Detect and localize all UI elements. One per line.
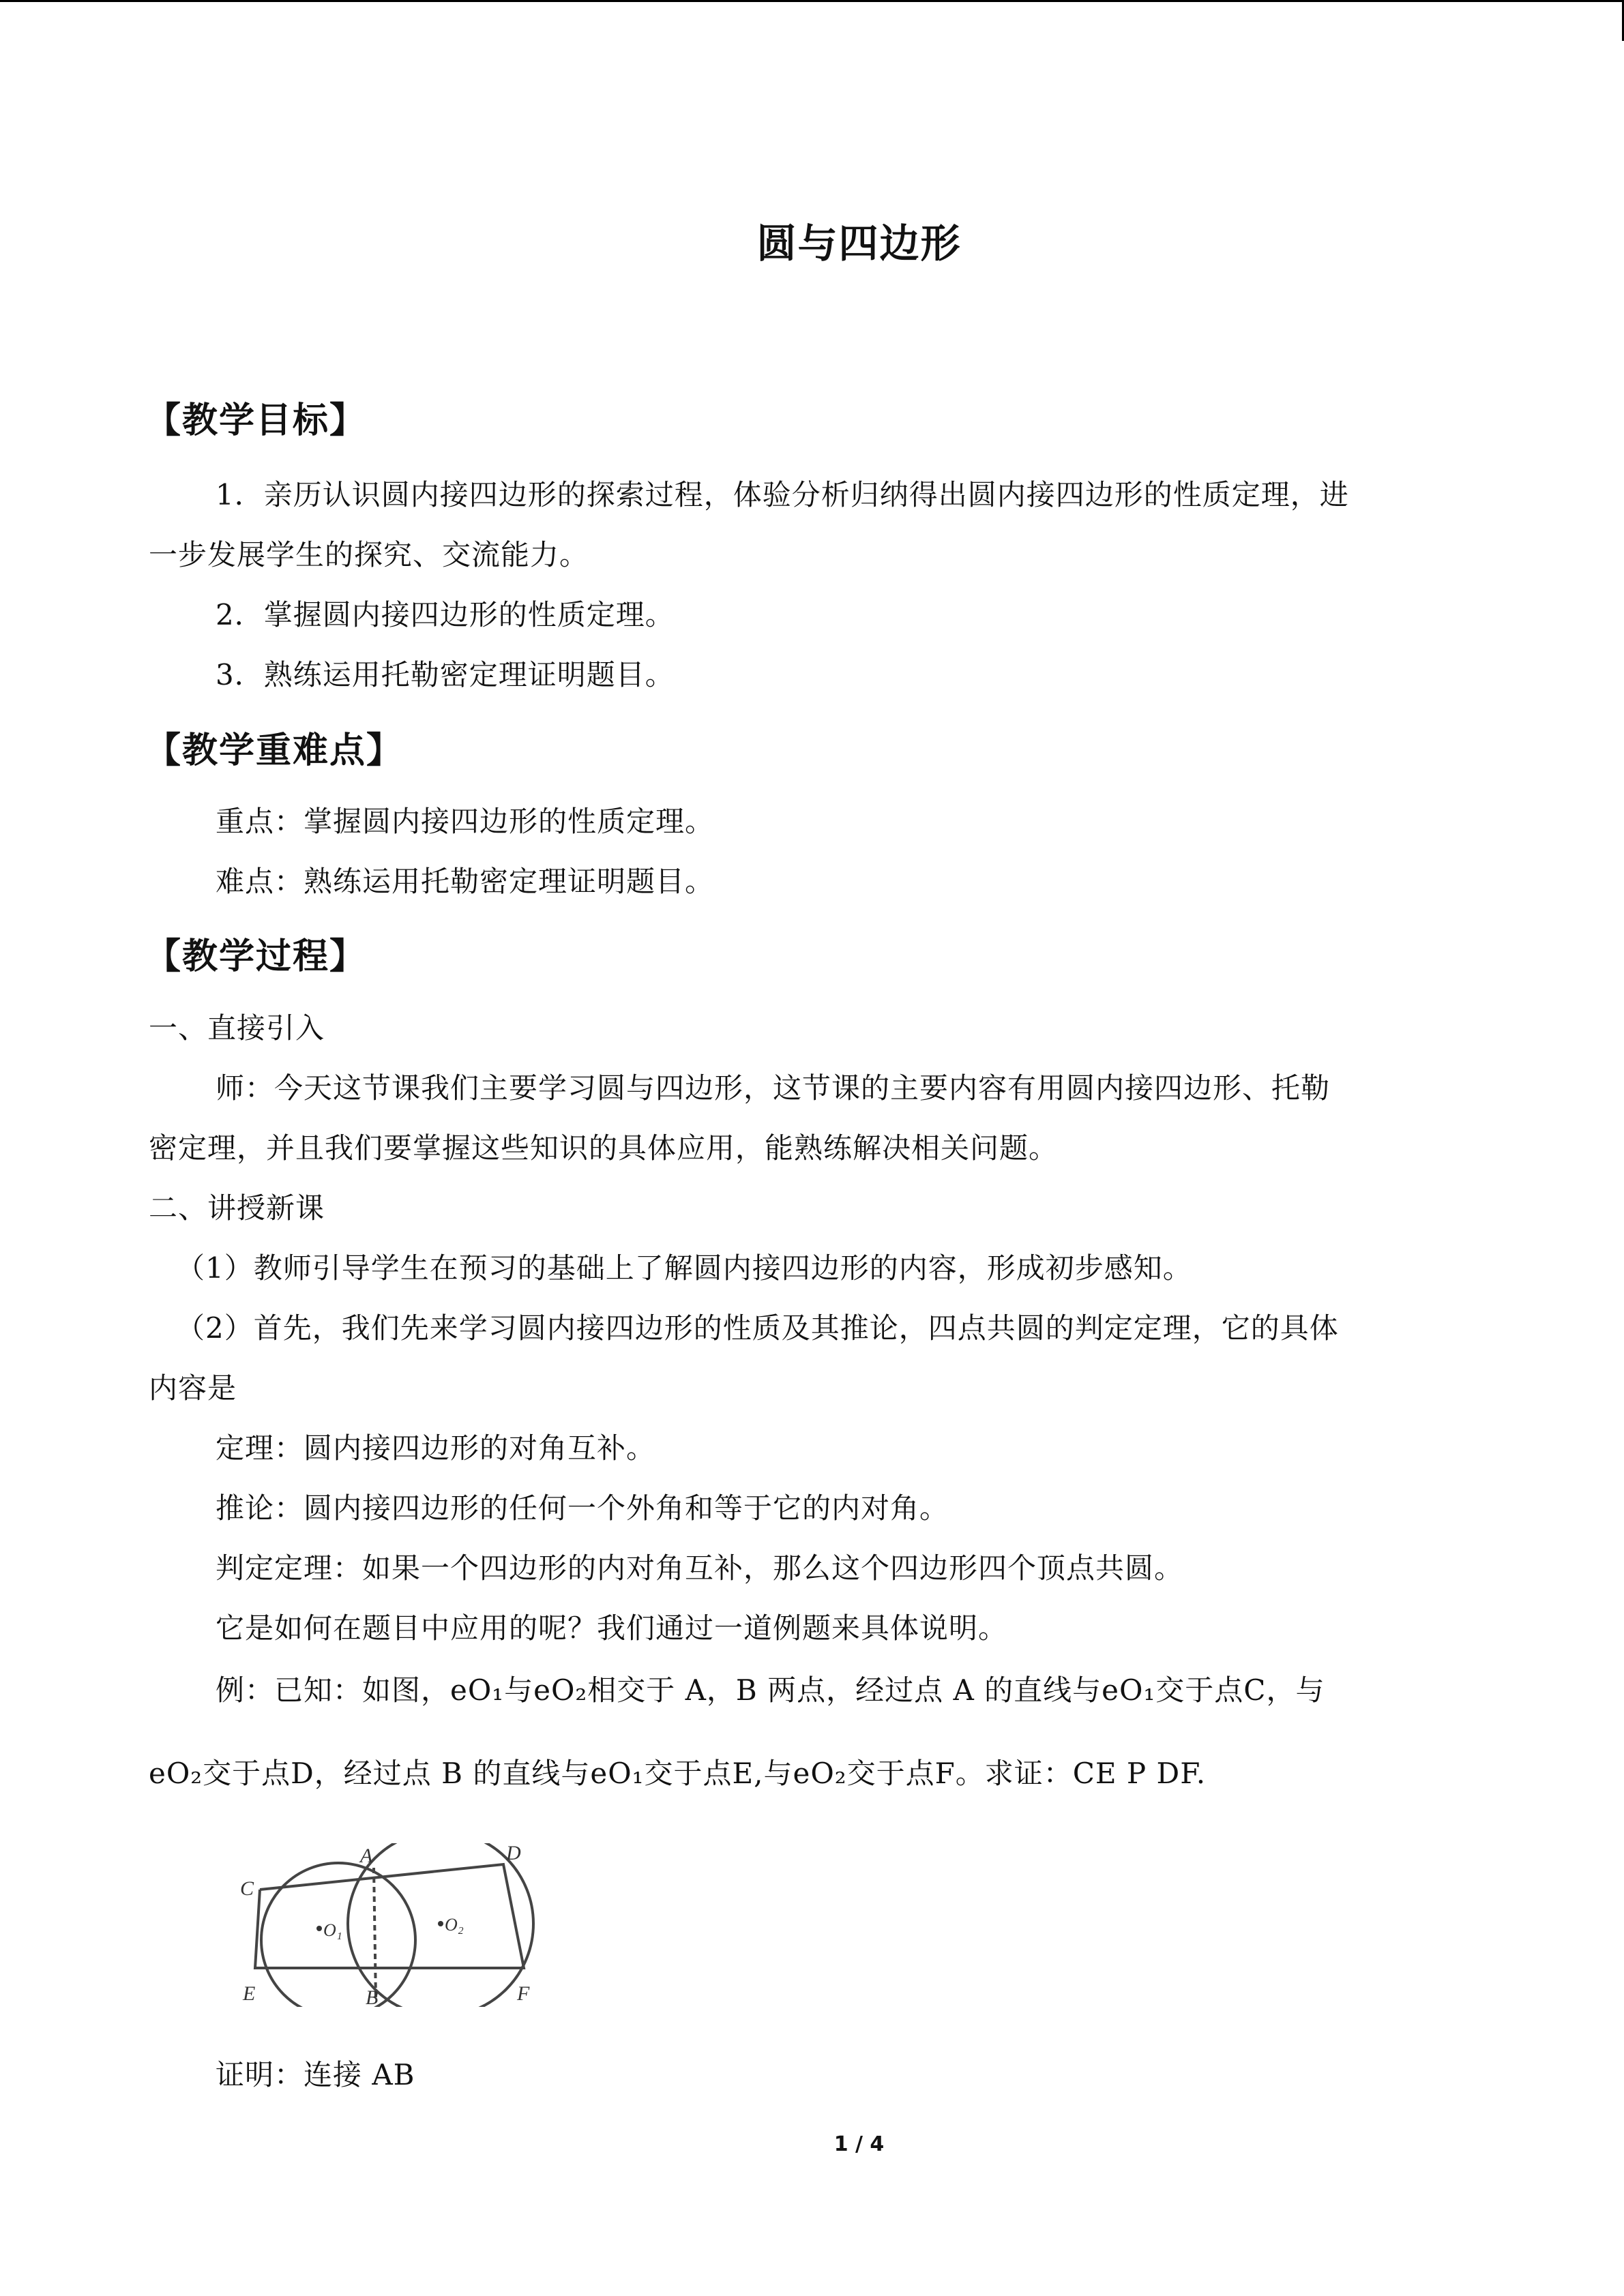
proof-line: 证明：连接 AB [216, 2058, 415, 2091]
label-a: A [360, 1845, 373, 1867]
label-c: C [240, 1877, 254, 1900]
quadrilateral-cedf [255, 1864, 524, 1968]
center-o2-dot [438, 1921, 443, 1926]
step-2-line-1: （2）首先，我们先来学习圆内接四边形的性质及其推论，四点共圆的判定定理，它的具体 [176, 1311, 1339, 1345]
teacher-line-2: 密定理，并且我们要掌握这些知识的具体应用，能熟练解决相关问题。 [149, 1131, 1059, 1165]
criterion: 判定定理：如果一个四边形的内对角互补，那么这个四边形四个顶点共圆。 [216, 1551, 1184, 1585]
objective-3: 3．熟练运用托勒密定理证明题目。 [216, 658, 675, 691]
transition: 它是如何在题目中应用的呢？我们通过一道例题来具体说明。 [216, 1611, 1008, 1645]
part1-heading: 一、直接引入 [149, 1011, 325, 1045]
teacher-line-1: 师：今天这节课我们主要学习圆与四边形，这节课的主要内容有用圆内接四边形、托勒 [216, 1071, 1331, 1105]
top-border [0, 0, 1624, 2]
label-o2: O₂ [445, 1915, 464, 1935]
label-e: E [243, 1982, 256, 2005]
objective-1-line-2: 一步发展学生的探究、交流能力。 [149, 538, 589, 571]
theorem: 定理：圆内接四边形的对角互补。 [216, 1431, 656, 1465]
page-number: 1 / 4 [833, 2132, 885, 2156]
example-line-2: eO₂交于点D，经过点 B 的直线与eO₁交于点E,与eO₂交于点F。求证：CE P DF. [149, 1757, 1207, 1790]
part2-heading: 二、讲授新课 [149, 1191, 325, 1225]
objective-2: 2．掌握圆内接四边形的性质定理。 [216, 598, 675, 631]
objective-1-line-1: 1．亲历认识圆内接四边形的探索过程，体验分析归纳得出圆内接四边形的性质定理，进 [216, 478, 1349, 511]
example-line-1: 例：已知：如图，eO₁与eO₂相交于 A，B 两点，经过点 A 的直线与eO₁交于点C，与 [216, 1673, 1325, 1707]
label-b: B [366, 1986, 379, 2007]
step-1: （1）教师引导学生在预习的基础上了解圆内接四边形的内容，形成初步感知。 [176, 1251, 1192, 1285]
section-process: 【教学过程】 [145, 936, 367, 977]
label-f: F [517, 1982, 530, 2005]
keypoint-focus: 重点：掌握圆内接四边形的性质定理。 [216, 805, 715, 838]
intersecting-circles-figure [231, 1843, 537, 2007]
center-o1-dot [316, 1926, 322, 1931]
corollary: 推论：圆内接四边形的任何一个外角和等于它的内对角。 [216, 1491, 949, 1525]
label-o1: O₁ [323, 1920, 342, 1940]
section-objectives: 【教学目标】 [145, 400, 367, 441]
label-d: D [506, 1843, 521, 1864]
line-ab [374, 1868, 376, 2000]
step-2-line-2: 内容是 [149, 1371, 237, 1405]
page-title: 圆与四边形 [756, 220, 962, 267]
section-keypoints: 【教学重难点】 [145, 730, 404, 771]
keypoint-difficulty: 难点：熟练运用托勒密定理证明题目。 [216, 865, 715, 898]
